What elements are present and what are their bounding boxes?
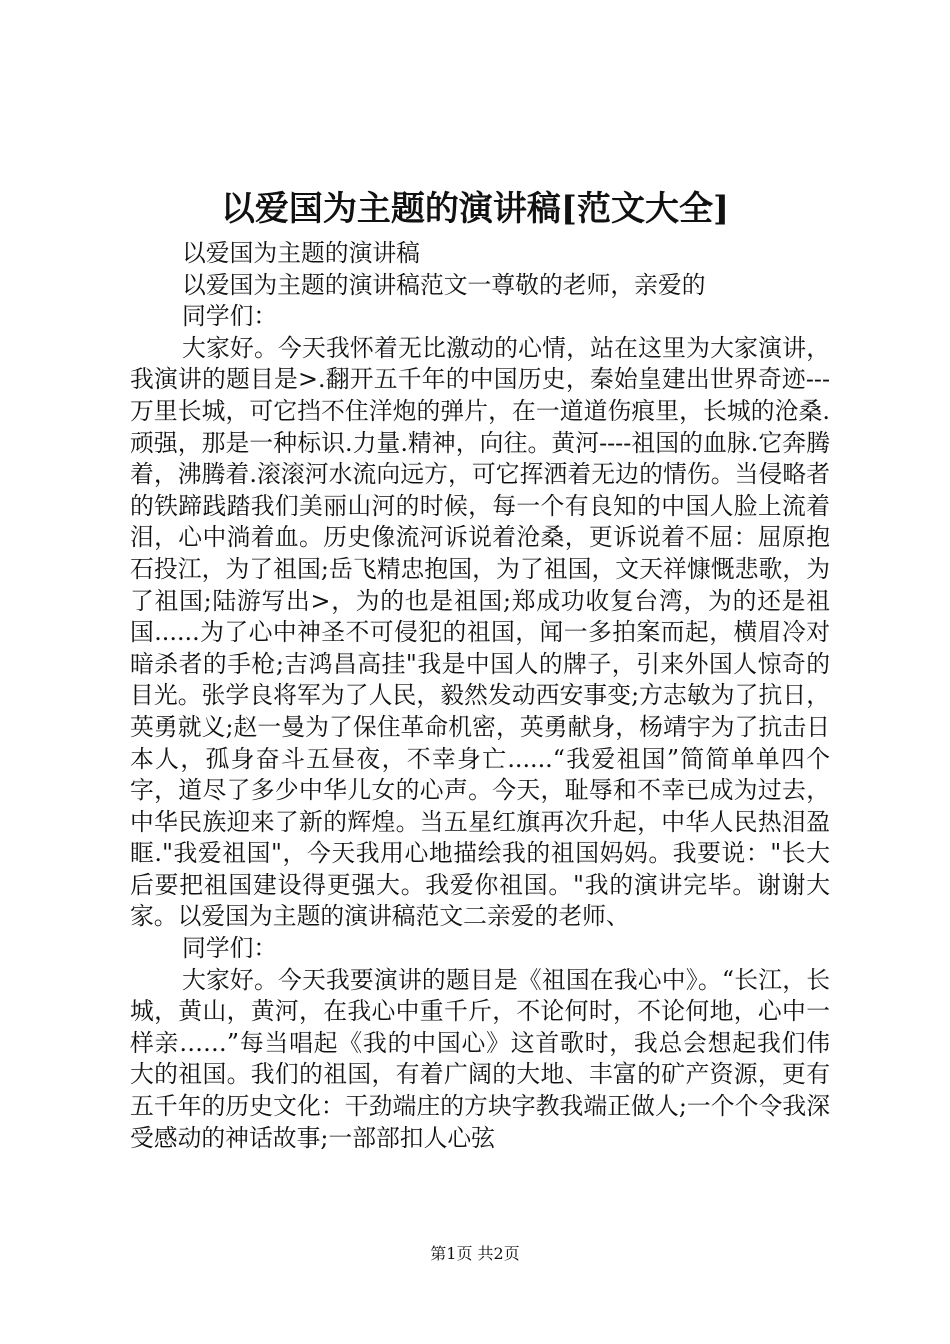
paragraph-greeting-two: 同学们： xyxy=(182,934,278,963)
paragraph-speech-one: 大家好。今天我怀着无比激动的心情，站在这里为大家演讲，我演讲的题目是>.翻开五千年的中国历史，秦始皇建出世界奇迹---万里长城，可它挡不住洋炮的弹片，在一道道伤痕里，长城的沧桑.顽强，那是一种标识.力量.精神，向往。黄河----祖国的血脉.它奔腾着，沸腾着.滚滚河水流向远方，可它挥洒着无边的情伤。当侵略者的铁蹄践踏我们美丽山河的时候，每一个有良知的中国人脸上流着泪，心中淌着血。历史像流河诉说着沧桑，更诉说着不屈：屈原抱石投江，为了祖国;岳飞精忠抱国，为了祖国，文天祥慷慨悲歌，为了祖国;陆游写出>，为的也是祖国;郑成功收复台湾，为的还是祖国......为了心中神圣不可侵犯的祖国，闻一多拍案而起，横眉冷对暗杀者的手枪;吉鸿昌高挂"我是中国人的牌子，引来外国人惊奇的目光。张学良将军为了人民，毅然发动西安事变;方志敏为了抗日，英勇就义;赵一曼为了保住革命机密，英勇献身，杨靖宇为了抗击日本人，孤身奋斗五昼夜，不幸身亡......“我爱祖国”简简单单四个字，道尽了多少中华儿女的心声。今天，耻辱和不幸已成为过去，中华民族迎来了新的辉煌。当五星红旗再次升起，中华人民热泪盈眶."我爱祖国"，今天我用心地描绘我的祖国妈妈。我要说："长大后要把祖国建设得更强大。我爱你祖国。"我的演讲完毕。谢谢大家。以爱国为主题的演讲稿范文二亲爱的老师、 xyxy=(130,333,830,931)
page-number-footer: 第1页 共2页 xyxy=(430,1244,520,1263)
paragraph-subtitle: 以爱国为主题的演讲稿 xyxy=(182,239,420,267)
document-title: 以爱国为主题的演讲稿[范文大全] xyxy=(220,189,730,229)
paragraph-greeting: 同学们： xyxy=(182,302,278,331)
paragraph-speech-two: 大家好。今天我要演讲的题目是《祖国在我心中》。“长江，长城，黄山，黄河，在我心中重千斤，不论何时，不论何地，心中一样亲……”每当唱起《我的中国心》这首歌时，我总会想起我们伟大的祖国。我们的祖国，有着广阔的大地、丰富的矿产资源，更有五千年的历史文化：干劲端庄的方块字教我端正做人;一个个令我深受感动的神话故事;一部部扣人心弦 xyxy=(130,965,830,1152)
paragraph-sample-one-heading: 以爱国为主题的演讲稿范文一尊敬的老师，亲爱的 xyxy=(182,270,706,299)
document-body xyxy=(130,238,830,1154)
